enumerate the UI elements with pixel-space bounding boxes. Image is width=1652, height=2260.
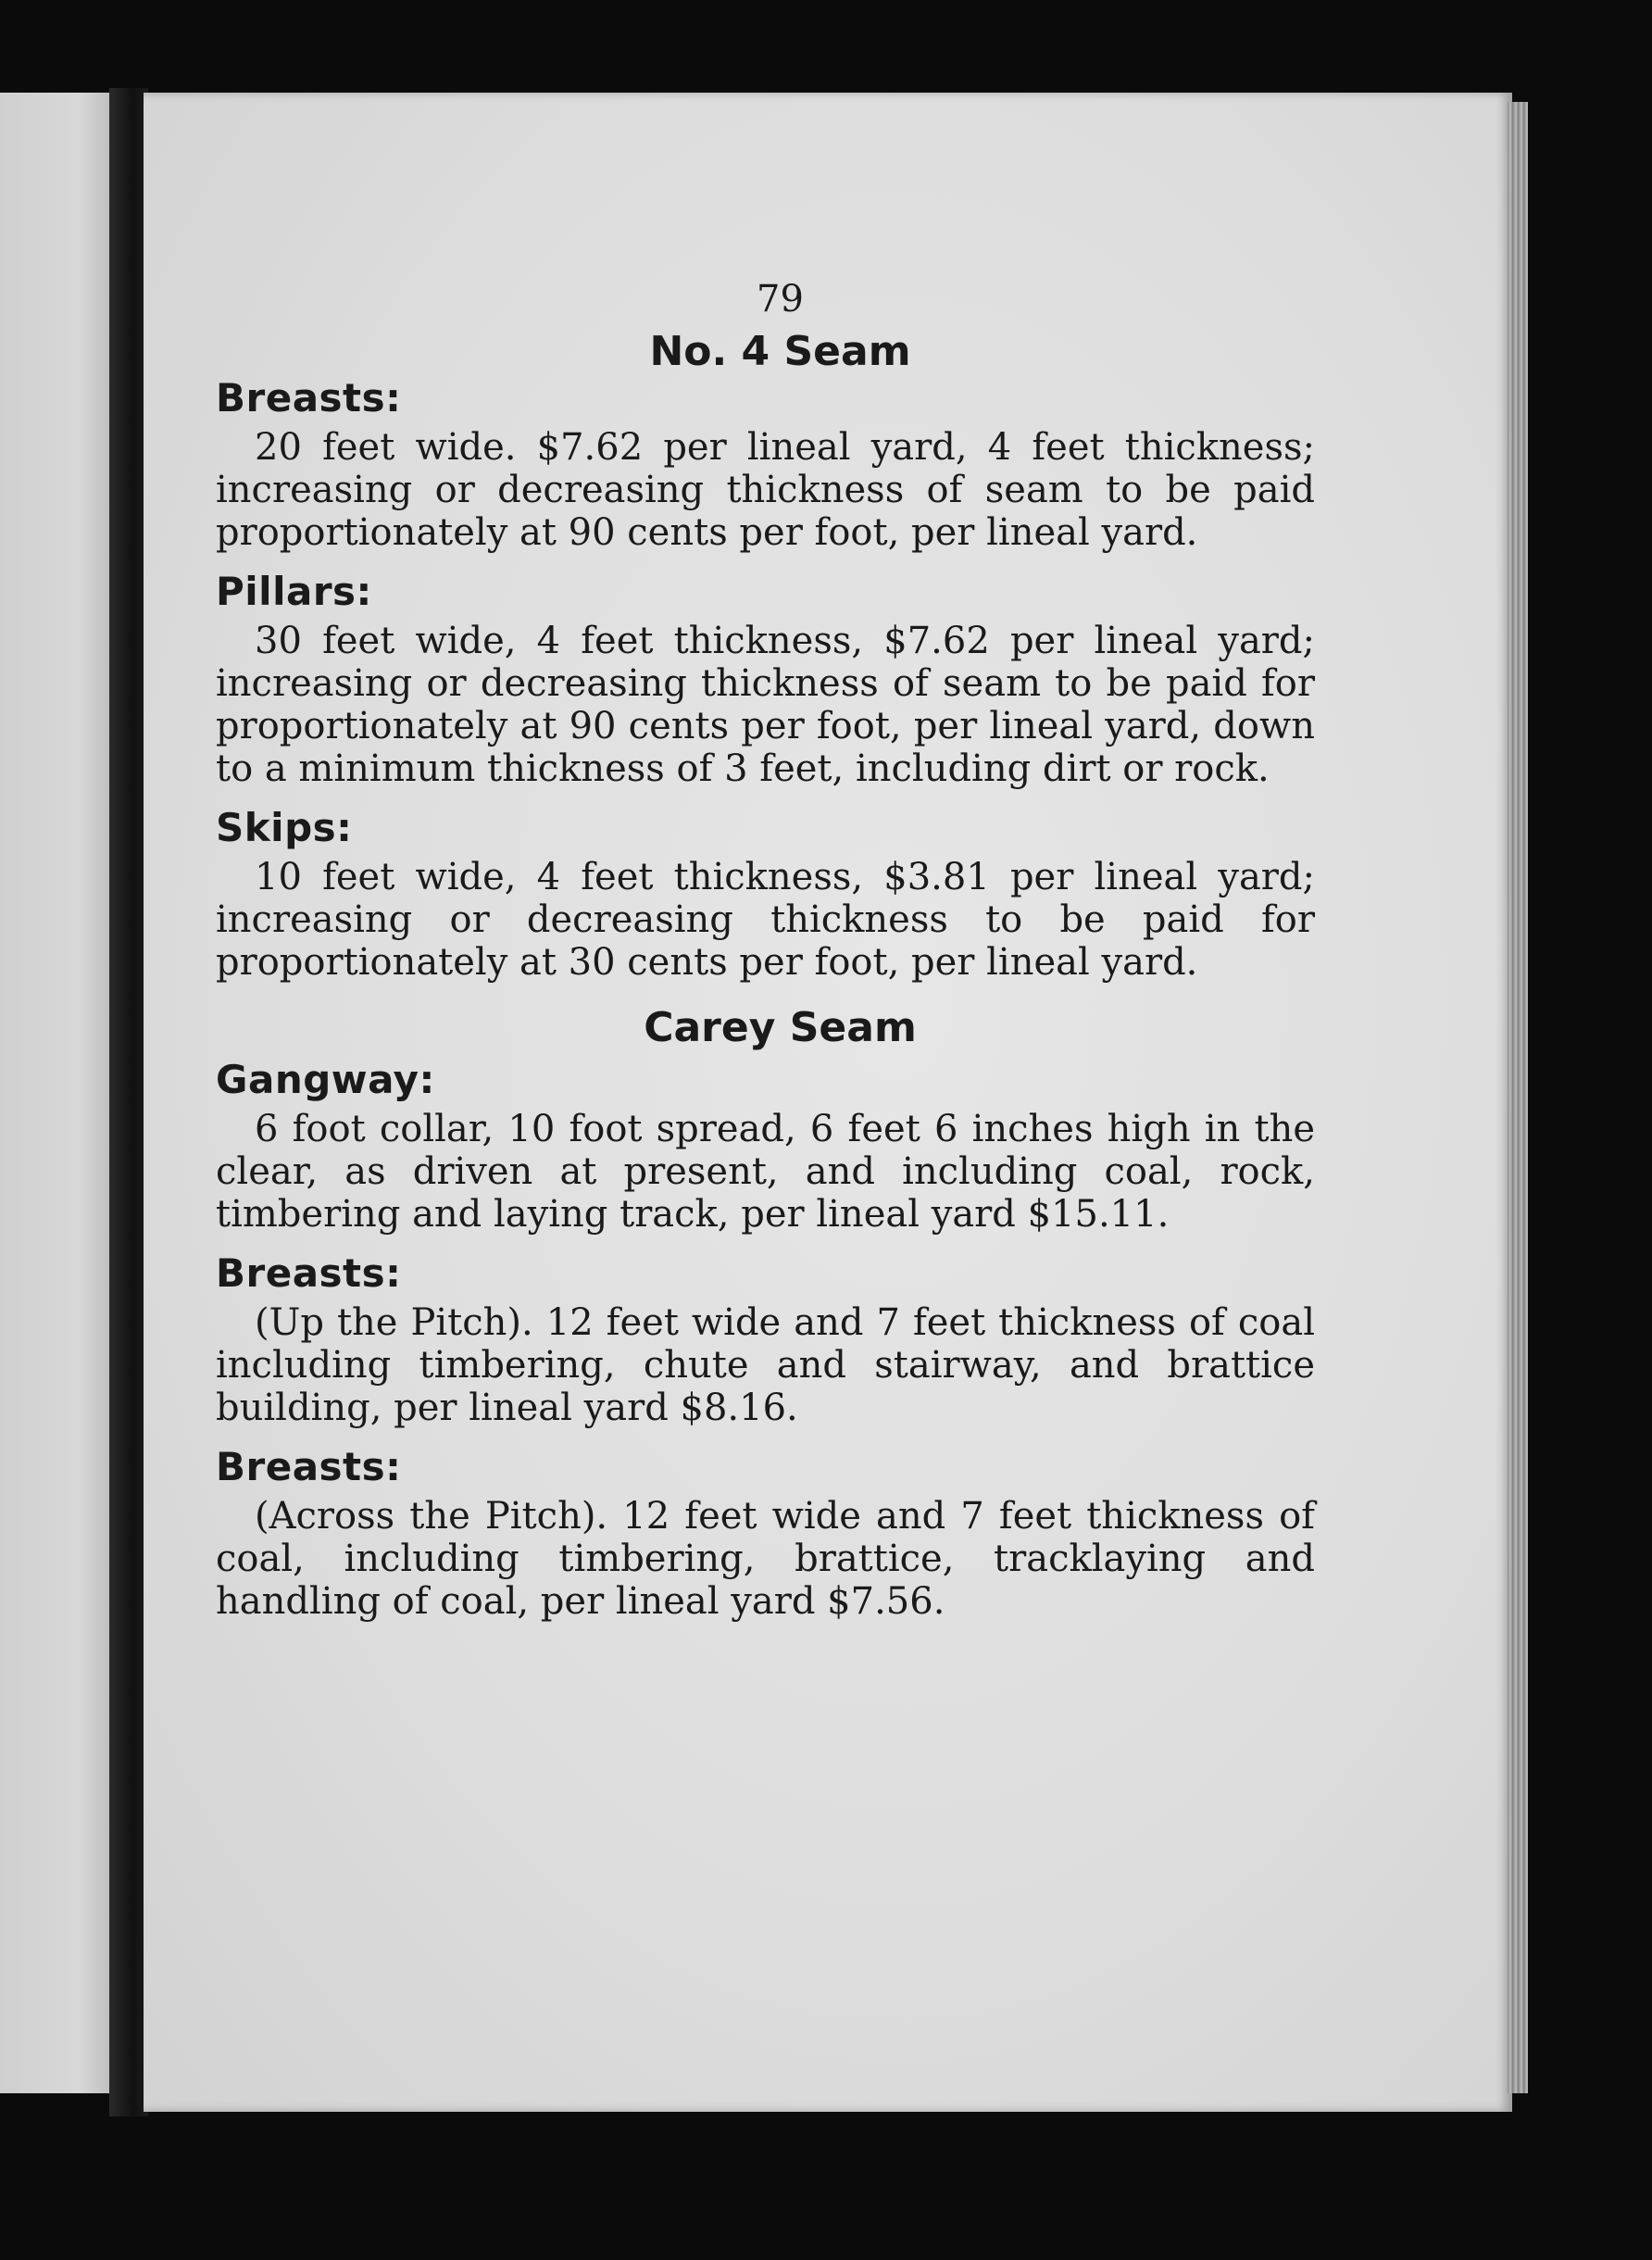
facing-page-edge	[0, 93, 113, 2093]
section-no4-seam	[208, 328, 1315, 984]
section-title: Carey Seam	[644, 1004, 917, 1051]
page-content	[208, 278, 1315, 1638]
entry-heading: Skips:	[216, 805, 353, 850]
entry-text: 6 foot collar, 10 foot spread, 6 feet 6 inches high in the clear, as driven at present, and including coal, rock, timbering and laying track, per lineal yard $15.11.	[216, 1108, 1315, 1236]
entry-breasts	[208, 375, 1315, 554]
entry-text: (Up the Pitch). 12 feet wide and 7 feet thickness of coal including timbering, chute and stairway, and brattice building, per lineal yard $8.16.	[216, 1301, 1315, 1429]
entry-text: 10 feet wide, 4 feet thickness, $3.81 per lineal yard; increasing or decreasing thickness to be paid for proportionately at 30 cents per foot, per lineal yard.	[216, 856, 1315, 984]
page-stack-edge	[1508, 102, 1528, 2093]
page-number: 79	[757, 278, 804, 320]
entry-gangway	[208, 1057, 1315, 1236]
section-carey-seam	[208, 1004, 1315, 1623]
entry-breasts-up-pitch	[208, 1250, 1315, 1429]
entry-heading: Breasts:	[216, 375, 402, 421]
entry-pillars	[208, 569, 1315, 790]
section-title: No. 4 Seam	[649, 328, 911, 375]
entry-heading: Gangway:	[216, 1057, 435, 1102]
entry-heading: Breasts:	[216, 1250, 402, 1296]
entry-skips	[208, 805, 1315, 984]
entry-heading: Breasts:	[216, 1444, 402, 1489]
entry-breasts-across-pitch	[208, 1444, 1315, 1623]
entry-text: (Across the Pitch). 12 feet wide and 7 feet thickness of coal, including timbering, brattice, tracklaying and handling of coal, per lineal yard $7.56.	[216, 1495, 1315, 1623]
entry-heading: Pillars:	[216, 569, 372, 614]
entry-text: 30 feet wide, 4 feet thickness, $7.62 per lineal yard; increasing or decreasing thickness of seam to be paid for proportionately at 90 cents per foot, per lineal yard, down to a minimum thickness of 3 feet, including dirt or rock.	[216, 620, 1315, 790]
book-gutter	[109, 88, 148, 2116]
entry-text: 20 feet wide. $7.62 per lineal yard, 4 feet thickness; increasing or decreasing thickness of seam to be paid proportionately at 90 cents per foot, per lineal yard.	[216, 426, 1315, 554]
